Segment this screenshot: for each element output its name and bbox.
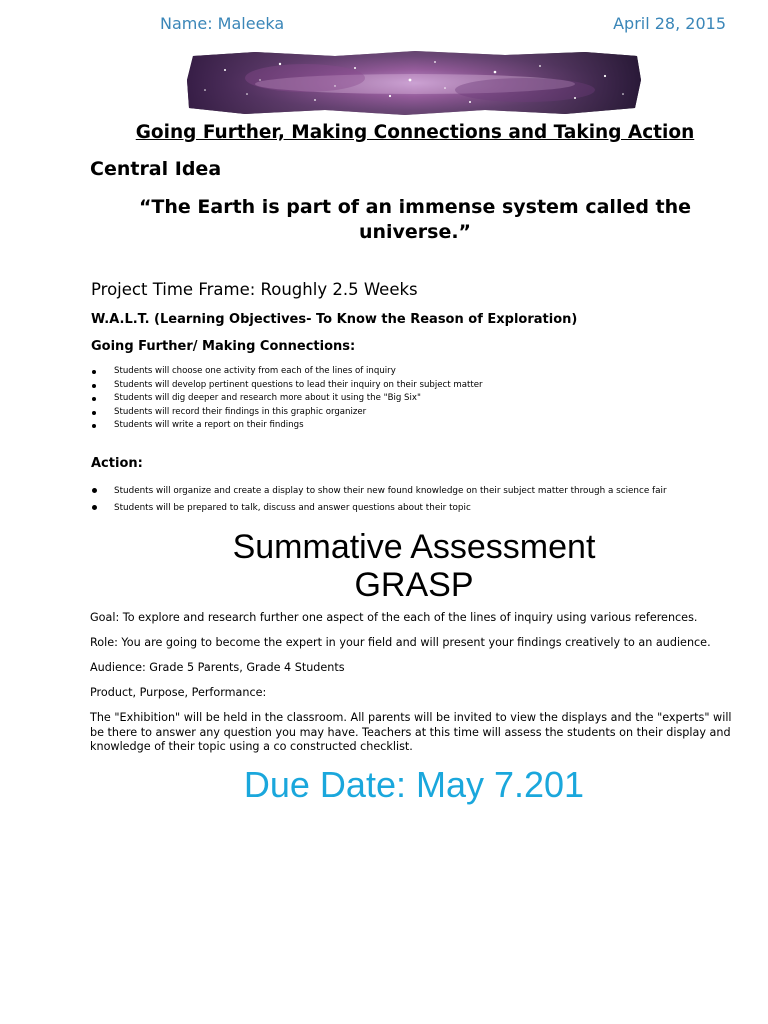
walt-objectives: W.A.L.T. (Learning Objectives- To Know the Reason of Exploration) — [91, 312, 578, 327]
going-further-list — [92, 366, 483, 434]
list-item: Students will dig deeper and research more about it using the "Big Six" — [92, 393, 483, 407]
list-item: Students will be prepared to talk, discuss and answer questions about their topic — [92, 503, 667, 514]
project-time-frame: Project Time Frame: Roughly 2.5 Weeks — [91, 280, 418, 299]
list-item: Students will write a report on their findings — [92, 420, 483, 434]
grasp-role: Role: You are going to become the expert in your field and will present your findings creatively to an audience. — [90, 636, 711, 649]
grasp-product: Product, Purpose, Performance: — [90, 686, 267, 699]
grasp-exhibition: The "Exhibition" will be held in the classroom. All parents will be invited to view the displays and the "experts" will be there to answer any question you may have. Teachers at this time will assess the students on their display and knowledge of their topic using a co constructed checklist. — [90, 711, 732, 754]
summative-title: Summative Assessment — [232, 528, 596, 566]
bullet-icon — [92, 505, 97, 510]
list-item: Students will record their findings in this graphic organizer — [92, 407, 483, 421]
central-idea-heading: Central Idea — [90, 158, 222, 180]
summative-assessment-heading — [0, 528, 768, 604]
going-further-heading: Going Further/ Making Connections: — [91, 339, 356, 354]
grasp-audience: Audience: Grade 5 Parents, Grade 4 Students — [90, 661, 345, 674]
list-item: Students will choose one activity from each of the lines of inquiry — [92, 366, 483, 380]
galaxy-banner-image — [185, 50, 643, 116]
bullet-icon — [92, 370, 96, 374]
grasp-goal: Goal: To explore and research further one aspect of the each of the lines of inquiry using various references. — [90, 611, 698, 624]
document-date: April 28, 2015 — [613, 14, 726, 33]
central-idea-quote: “The Earth is part of an immense system called the universe.” — [138, 196, 692, 243]
list-item: Students will organize and create a display to show their new found knowledge on their subject matter through a science fair — [92, 486, 667, 497]
action-heading: Action: — [91, 456, 143, 471]
bullet-icon — [92, 397, 96, 401]
page-title: Going Further, Making Connections and Taking Action — [135, 122, 695, 143]
list-item: Students will develop pertinent questions to lead their inquiry on their subject matter — [92, 380, 483, 394]
action-list — [92, 486, 667, 520]
student-name: Name: Maleeka — [160, 14, 285, 33]
bullet-icon — [92, 488, 97, 493]
due-date: Due Date: May 7.201 — [243, 764, 585, 805]
bullet-icon — [92, 411, 96, 415]
bullet-icon — [92, 384, 96, 388]
grasp-title: GRASP — [354, 566, 474, 604]
bullet-icon — [92, 424, 96, 428]
